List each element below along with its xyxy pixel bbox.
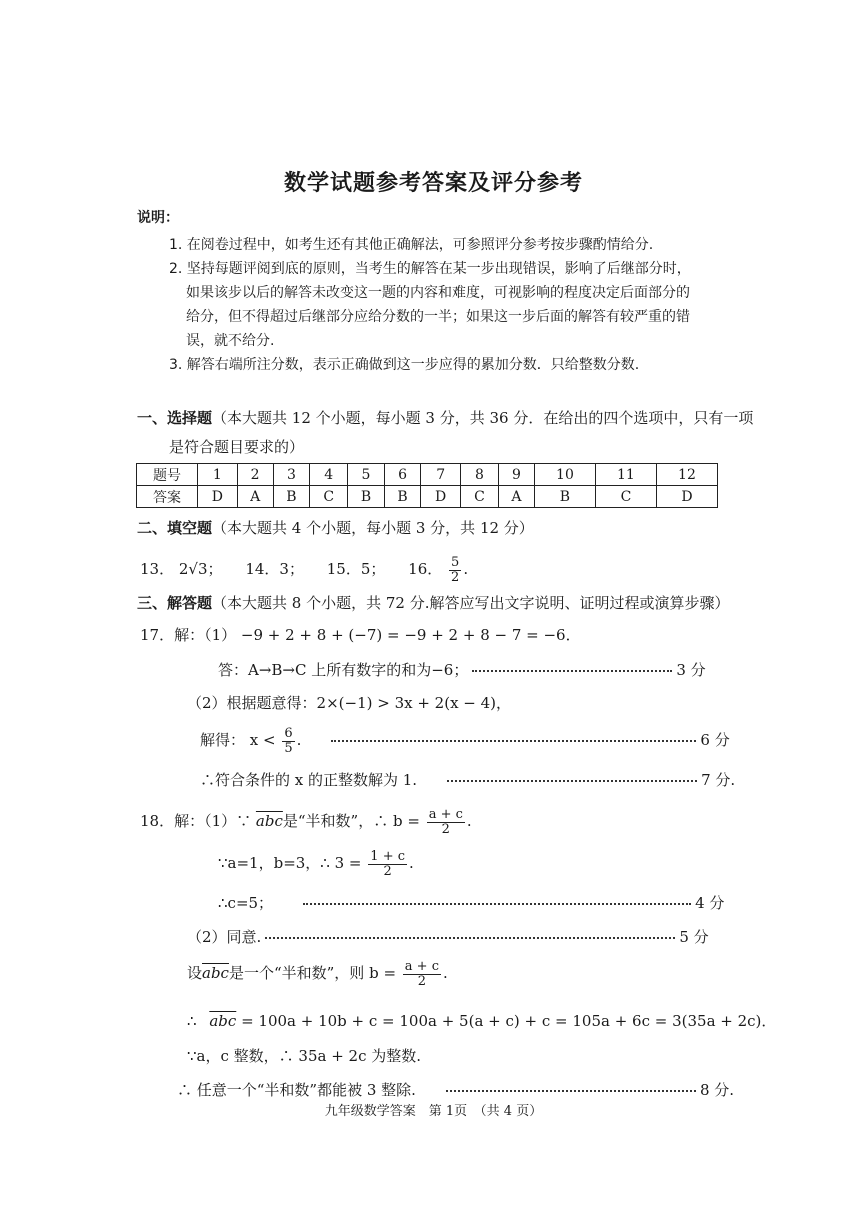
fill-in-answers (140, 554, 468, 585)
abc-overline: $\overline{abc}$ (209, 1012, 237, 1030)
score: 4 分 (695, 894, 725, 912)
table-cell: B (384, 486, 421, 508)
q18-line6 (187, 1011, 776, 1031)
q15-answer: 15．5； (326, 560, 386, 578)
q18-agree: （2）同意. (187, 928, 262, 946)
q18-fraction (427, 808, 465, 837)
section1-label: 一、选择题 (137, 409, 213, 427)
table-cell: 9 (498, 464, 534, 486)
table-row (137, 464, 718, 486)
instructions-heading: 说明： (137, 210, 179, 226)
table-cell: A (498, 486, 534, 508)
table-cell: D (421, 486, 461, 508)
instruction-line: 误，就不给分. (186, 333, 275, 349)
table-cell: C (460, 486, 498, 508)
q18-conclusion: ∴ 任意一个“半和数”都能被 3 整除. (177, 1081, 416, 1099)
dot-leader (472, 670, 672, 672)
q18-fraction3 (403, 960, 441, 989)
instruction-line: 3. 解答右端所注分数，表示正确做到这一步应得的累加分数．只给整数分数. (169, 357, 640, 373)
numerator: a + c (428, 806, 463, 822)
q18-line1: 18．解：（1）∵ $\overline{abc}$是“半和数”，∴ b = $\frac{a + c}{2}$ . (140, 806, 472, 837)
instruction-line: 给分，但不得超过后继部分应给分数的一半；如果这一步后面的解答有较严重的错 (186, 309, 690, 325)
table-cell: C (310, 486, 348, 508)
table-cell: A (237, 486, 273, 508)
q14-answer: 14．3； (245, 560, 304, 578)
score: 7 分. (701, 771, 736, 789)
q17-line2 (218, 660, 706, 680)
table-cell: D (198, 486, 238, 508)
answer-table (136, 463, 718, 508)
q17-answer-text: 答：A→B→C 上所有数字的和为−6； (218, 661, 469, 679)
q18-let: 设 (187, 964, 203, 982)
section3-desc: （本大题共 8 个小题，共 72 分.解答应写出文字说明、证明过程或演算步骤） (212, 594, 730, 612)
therefore-symbol: ∴ (187, 1012, 197, 1030)
q16-numerator: 5 (451, 554, 460, 570)
q18-line5-mid: 是一个“半和数”，则 b = (228, 964, 397, 982)
instruction-line: 2. 坚持每题评阅到底的原则，当考生的解答在某一步出现错误，影响了后继部分时， (169, 261, 691, 277)
q13-sep: ； (207, 560, 223, 578)
section3-label: 三、解答题 (137, 594, 213, 612)
table-cell: 2 (237, 464, 273, 486)
dot-leader (265, 937, 675, 939)
table-cell: B (348, 486, 385, 508)
q17-fraction (282, 727, 294, 756)
section1-desc: （本大题共 12 个小题，每小题 3 分，共 36 分．在给出的四个选项中，只有一项 (212, 409, 754, 427)
abc-overline: $\overline{abc}$ (255, 812, 283, 830)
section2-heading (137, 518, 534, 538)
page-footer: 九年级数学答案 第 1页 （共 4 页） (324, 1104, 543, 1119)
q18-line7: ∵a，c 整数，∴ 35a + 2c 为整数. (187, 1047, 422, 1065)
table-cell: 10 (534, 464, 595, 486)
q18-line2-prefix: ∵a=1，b=3，∴ 3 = (218, 854, 362, 872)
section1-desc2: 是符合题目要求的） (169, 438, 305, 456)
table-row (137, 486, 718, 508)
table-cell: 12 (656, 464, 717, 486)
dot-leader (447, 780, 697, 782)
table-cell: 4 (310, 464, 348, 486)
q13-label: 13． (140, 560, 175, 578)
section1-heading (137, 408, 753, 428)
dot-leader (446, 1090, 696, 1092)
q16-fraction (449, 556, 461, 585)
dot-leader (331, 740, 696, 742)
denominator: 5 (284, 740, 293, 756)
denominator: 2 (417, 973, 427, 989)
q18-mid: 是“半和数”，∴ b = (282, 812, 420, 830)
section2-desc: （本大题共 4 个小题，每小题 3 分，共 12 分） (212, 519, 534, 537)
q13-answer: 2√3 (178, 560, 208, 578)
q17-line3: （2）根据题意得：2×(−1) > 3x + 2(x − 4)， (187, 694, 512, 712)
q18-line4 (187, 927, 709, 947)
section3-heading (137, 593, 730, 613)
page-title: 数学试题参考答案及评分参考 (283, 171, 583, 196)
abc-overline: $\overline{abc}$ (202, 964, 229, 982)
table-cell: 11 (595, 464, 656, 486)
table-cell: 1 (198, 464, 238, 486)
score: 5 分 (679, 928, 709, 946)
q18-line2: ∵a=1，b=3，∴ 3 = $\frac{1 + c}{2}$ . (218, 848, 414, 879)
table-cell: D (656, 486, 717, 508)
instruction-line: 1. 在阅卷过程中，如考生还有其他正确解法，可参照评分参考按步骤酌情给分. (169, 237, 654, 253)
table-cell: 6 (384, 464, 421, 486)
q17-line4 (200, 722, 730, 758)
table-cell: C (595, 486, 656, 508)
q17-solve-end: . (296, 731, 302, 749)
q18-line8 (177, 1080, 734, 1100)
q17-line5 (200, 770, 735, 790)
dot-leader (303, 903, 691, 905)
table-cell: B (273, 486, 310, 508)
table-cell: 7 (421, 464, 461, 486)
q17-solve-prefix: 解得： x < (200, 731, 276, 749)
denominator: 2 (383, 863, 392, 879)
table-header-cell: 答案 (137, 486, 198, 508)
table-cell: 8 (460, 464, 498, 486)
table-cell: 5 (348, 464, 385, 486)
q18-c-value: ∴c=5； (218, 894, 274, 912)
numerator: 6 (284, 725, 293, 741)
q18-expansion: = 100a + 10b + c = 100a + 5(a + c) + c = 105a + 6c = 3(35a + 2c)． (241, 1012, 777, 1030)
q16-label: 16． (408, 560, 443, 578)
score: 3 分 (676, 661, 706, 679)
score: 6 分 (700, 731, 730, 749)
q17-line1: 17．解：（1） −9 + 2 + 8 + (−7) = −9 + 2 + 8 − 7 = −6． (140, 626, 581, 644)
table-cell: 3 (273, 464, 310, 486)
q18-line5: 设$\overline{abc}$是一个“半和数”，则 b = $\frac{a + c}{2}$ . (187, 958, 448, 989)
q18-fraction2 (368, 850, 407, 879)
q18-line3 (218, 893, 724, 913)
instruction-line: 如果该步以后的解答未改变这一题的内容和难度，可视影响的程度决定后面部分的 (186, 285, 690, 301)
q16-end: . (463, 560, 469, 578)
q16-denominator: 2 (451, 569, 460, 585)
table-cell: B (534, 486, 595, 508)
section2-label: 二、填空题 (137, 519, 213, 537)
table-header-cell: 题号 (137, 464, 198, 486)
q17-conclusion: ∴符合条件的 x 的正整数解为 1. (200, 771, 418, 789)
score: 8 分. (699, 1081, 735, 1099)
denominator: 2 (441, 821, 450, 837)
numerator: 1 + c (370, 848, 406, 864)
numerator: a + c (404, 958, 439, 974)
q18-prefix: 18．解：（1）∵ (140, 812, 252, 830)
